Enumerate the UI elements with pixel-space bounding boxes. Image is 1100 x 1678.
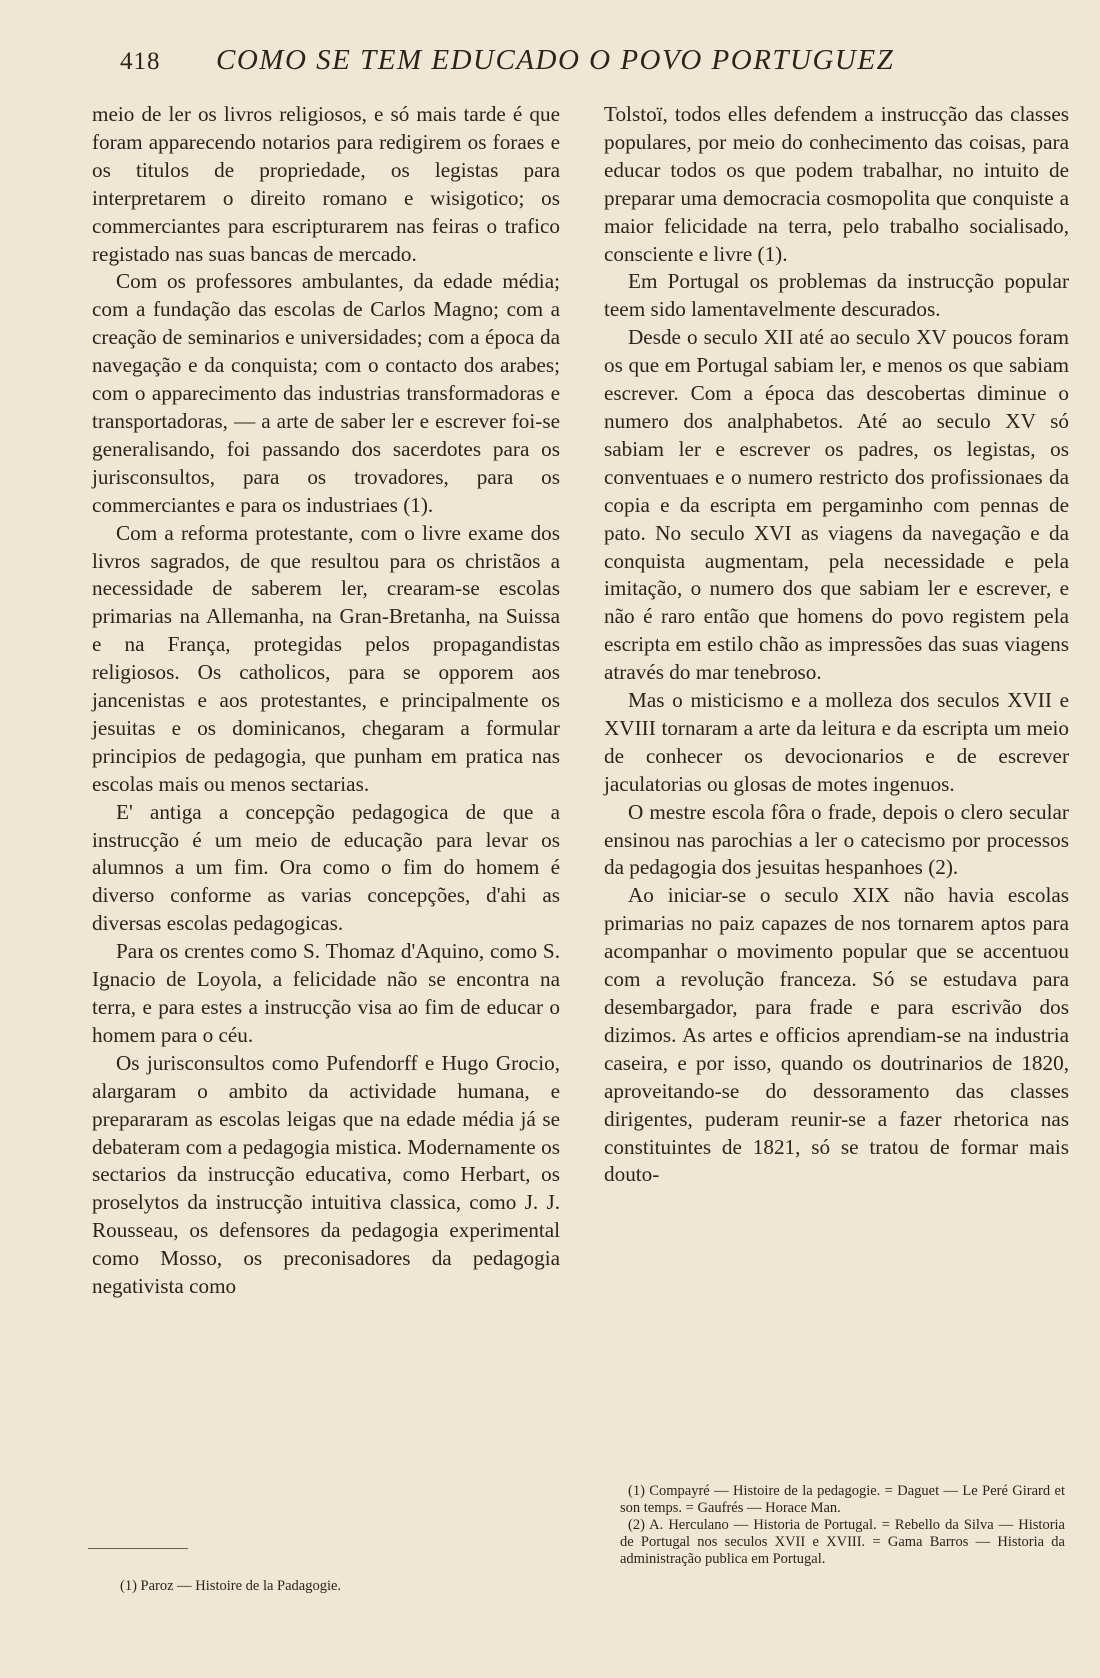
right-column xyxy=(604,101,1069,1189)
paragraph: Com a reforma protestante, com o livre exame dos livros sagrados, de que resultou para os christãos a necessidade de saberem ler, crearam-se escolas primarias na Allemanha, na Gran-Bretanha, na Suissa e na França, protegidas pelos propagandistas religiosos. Os catholicos, para se opporem aos jancenistas e aos protestantes, e principalmente os jesuitas e os dominicanos, chegaram a formular principios de pedagogia, que punham em pratica nas escolas mais ou menos sectarias. xyxy=(92,520,560,796)
paragraph: meio de ler os livros religiosos, e só mais tarde é que foram apparecendo notarios para redigirem os foraes e os titulos de propriedade, os legistas para interpretarem o direito romano e wisigotico; os commerciantes para escripturarem nas feiras o trafico registado nas suas bancas de mercado. xyxy=(92,102,560,266)
paragraph: Em Portugal os problemas da instrucção popular teem sido lamentavelmente descurados. xyxy=(604,269,1069,322)
page-header xyxy=(120,44,980,84)
paragraph: O mestre escola fôra o frade, depois o clero secular ensinou nas parochias a ler o catecismo por processos da pedagogia dos jesuitas hespanhoes (2). xyxy=(604,799,1069,880)
page-number: 418 xyxy=(120,48,161,75)
paragraph: Desde o seculo XII até ao seculo XV poucos foram os que em Portugal sabiam ler, e menos os que sabiam escrever. Com a época das descobertas diminue o numero dos analphabetos. Até ao seculo XV só sabiam ler e escrever os padres, os legistas, os conventuaes e o numero restricto dos profissionaes da copia e da escripta em pergaminho com pennas de pato. No seculo XVI as viagens da navegação e da conquista augmentam, pela necessidade e pela imitação, o numero dos que sabiam ler e escrever, e não é raro então que homens do povo registem pela escripta em estilo chão as impressões das suas viagens através do mar tenebroso. xyxy=(604,325,1069,685)
footnote: (1) Compayré — Histoire de la pedagogie. = Daguet — Le Peré Girard et son temps. = Gaufrés — Horace Man. xyxy=(620,1483,1065,1516)
footnote: (1) Paroz — Histoire de la Padagogie. xyxy=(120,1578,342,1594)
paragraph: Ao iniciar-se o seculo XIX não havia escolas primarias no paiz capazes de nos tornarem aptos para acompanhar o movimento popular que se accentuou com a revolução franceza. Só se estudava para desembargador, para frade e para escrivão dos dizimos. As artes e officios aprendiam-se na industria caseira, e por isso, quando os doutrinarios de 1820, aproveitando-se do dessoramento das classes dirigentes, puderam reunir-se a fazer rhetorica nas constituintes de 1821, só se tratou de formar mais douto- xyxy=(604,883,1069,1187)
footnote-divider xyxy=(88,1548,188,1549)
paragraph: Tolstoï, todos elles defendem a instrucção das classes populares, por meio do conhecimento das coisas, para educar todos os que podem trabalhar, no intuito de preparar uma democracia cosmopolita que conquiste a maior felicidade na terra, pelo trabalho socialisado, consciente e livre (1). xyxy=(604,102,1069,266)
footnotes-left xyxy=(112,1578,532,1595)
footnote: (2) A. Herculano — Historia de Portugal. = Rebello da Silva — Historia de Portugal nos seculos XVII e XVIII. = Gama Barros — Historia da administração publica em Portugal. xyxy=(620,1517,1065,1567)
running-title: COMO SE TEM EDUCADO O POVO PORTUGUEZ xyxy=(216,44,895,76)
paragraph: Para os crentes como S. Thomaz d'Aquino, como S. Ignacio de Loyola, a felicidade não se encontra na terra, e para estes a instrucção visa ao fim de educar o homem para o céu. xyxy=(92,939,560,1047)
footnotes-right xyxy=(620,1483,1065,1568)
left-column xyxy=(92,101,560,1301)
paragraph: E' antiga a concepção pedagogica de que a instrucção é um meio de educação para levar os alumnos a um fim. Ora como o fim do homem é diverso conforme as varias concepções, d'ahi as diversas escolas pedagogicas. xyxy=(92,799,560,936)
paragraph: Mas o misticismo e a molleza dos seculos XVII e XVIII tornaram a arte da leitura e da escripta um meio de conhecer os devocionarios e de escrever jaculatorias ou glosas de motes ingenuos. xyxy=(604,688,1069,796)
paragraph: Os jurisconsultos como Pufendorff e Hugo Grocio, alargaram o ambito da actividade humana, e prepararam as escolas leigas que na edade média já se debateram com a pedagogia mistica. Modernamente os sectarios da instrucção educativa, como Herbart, os proselytos da instrucção intuitiva classica, como J. J. Rousseau, os defensores da pedagogia experimental como Mosso, os preconisadores da pedagogia negativista como xyxy=(92,1050,560,1299)
paragraph: Com os professores ambulantes, da edade média; com a fundação das escolas de Carlos Magno; com a creação de seminarios e universidades; com a época da navegação e da conquista; com o contacto dos arabes; com o apparecimento das industrias transformadoras e transportadoras, — a arte de saber ler e escrever foi-se generalisando, foi passando dos sacerdotes para os jurisconsultos, para os trovadores, para os commerciantes e para os industriaes (1). xyxy=(92,269,560,517)
